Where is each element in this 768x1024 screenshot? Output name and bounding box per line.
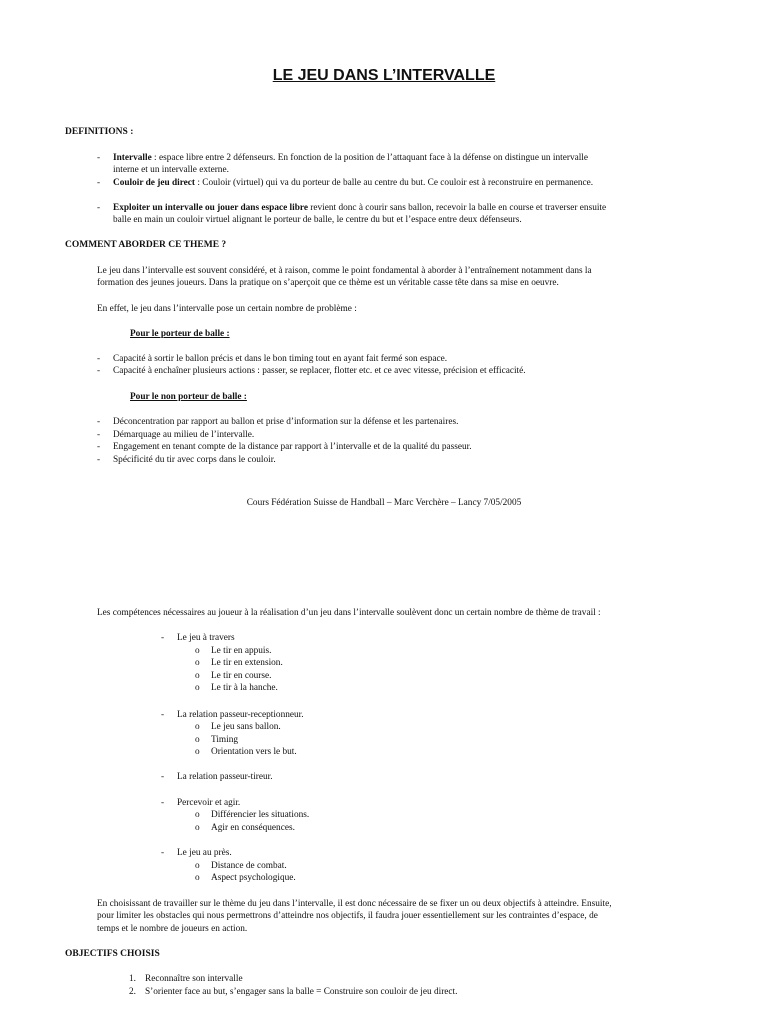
definition-exploiter xyxy=(113,202,606,215)
approach-heading: COMMENT ABORDER CE THEME ? xyxy=(65,240,227,250)
objective-number: 1. xyxy=(129,974,136,984)
objective-item: Reconnaître son intervalle xyxy=(145,974,243,984)
closing-paragraph-line: En choisissant de travailler sur le thème du jeu dans l’intervalle, il est donc nécessaire de se fixer un ou deux objectifs à atteindre. Ensuite, xyxy=(97,899,612,909)
bullet-dash: - xyxy=(161,848,165,858)
title-text: LE JEU DANS L’INTERVALLE xyxy=(272,67,496,84)
competences-intro: Les compétences nécessaires au joueur à la réalisation d’un jeu dans l’intervalle soulèvent donc un certain nombre de thème de travail : xyxy=(97,608,601,618)
definition-text: : Couloir (virtuel) qui va du porteur de balle au centre du but. Ce couloir est à reconstruire en permanence. xyxy=(195,178,594,188)
definition-term: Intervalle xyxy=(113,153,152,163)
bullet-dash: - xyxy=(161,710,165,720)
nonporteur-heading-text: Pour le non porteur de balle : xyxy=(130,392,247,402)
closing-paragraph-line: temps et le nombre de joueurs en action. xyxy=(97,924,248,934)
sub-item: Le tir en appuis. xyxy=(211,646,272,656)
nonporteur-heading xyxy=(130,391,247,404)
porteur-heading-text: Pour le porteur de balle : xyxy=(130,329,230,339)
objectives-heading: OBJECTIFS CHOISIS xyxy=(65,949,160,959)
approach-paragraph-line: Le jeu dans l’intervalle est souvent considéré, et à raison, comme le point fondamental à aborder à l’entraînement notamment dans la xyxy=(97,266,592,276)
bullet-dash: - xyxy=(161,798,165,808)
porteur-heading xyxy=(130,328,230,341)
theme-item: La relation passeur-receptionneur. xyxy=(177,710,304,720)
bullet-dash: - xyxy=(97,455,101,465)
objective-item: S’orienter face au but, s’engager sans la balle = Construire son couloir de jeu direct. xyxy=(145,987,458,997)
definition-text: : espace libre entre 2 défenseurs. En fonction de la position de l’attaquant face à la défense on distingue un intervalle xyxy=(151,153,589,163)
definitions-heading: DEFINITIONS : xyxy=(65,127,134,137)
definition-text-cont: interne et un intervalle externe. xyxy=(113,165,229,175)
theme-item: Le jeu à travers xyxy=(177,633,235,643)
sub-bullet: o xyxy=(195,873,200,883)
nonporteur-item: Spécificité du tir avec corps dans le couloir. xyxy=(113,455,276,465)
document-title xyxy=(0,66,768,86)
closing-paragraph-line: pour limiter les obstacles qui nous permettrons d’atteindre nos objectifs, il faudra jouer essentiellement sur les contraintes d’espace, de xyxy=(97,911,598,921)
sub-item: Orientation vers le but. xyxy=(211,747,297,757)
sub-item: Timing xyxy=(211,735,239,745)
definition-term: Exploiter un intervalle ou jouer dans espace libre xyxy=(113,203,308,213)
porteur-item: Capacité à enchaîner plusieurs actions : passer, se replacer, flotter etc. et ce avec vitesse, précision et efficacité. xyxy=(113,366,526,376)
approach-paragraph: En effet, le jeu dans l’intervalle pose un certain nombre de problème : xyxy=(97,304,357,314)
sub-bullet: o xyxy=(195,735,200,745)
definition-text: revient donc à courir sans ballon, recevoir la balle en course et traverser ensuite xyxy=(307,203,607,213)
sub-item: Agir en conséquences. xyxy=(211,823,295,833)
bullet-dash: - xyxy=(97,417,101,427)
sub-item: Aspect psychologique. xyxy=(211,873,296,883)
bullet-dash: - xyxy=(97,153,101,163)
theme-item: Le jeu au près. xyxy=(177,848,232,858)
nonporteur-item: Engagement en tenant compte de la distance par rapport à l’intervalle et de la qualité du passeur. xyxy=(113,442,472,452)
sub-bullet: o xyxy=(195,810,200,820)
objective-number: 2. xyxy=(129,987,136,997)
sub-bullet: o xyxy=(195,722,200,732)
bullet-dash: - xyxy=(97,203,101,213)
bullet-dash: - xyxy=(161,772,165,782)
bullet-dash: - xyxy=(161,633,165,643)
approach-paragraph-line: formation des jeunes joueurs. Dans la pratique on s’aperçoit que ce thème est un véritable casse tête dans sa mise en oeuvre. xyxy=(97,278,559,288)
sub-bullet: o xyxy=(195,646,200,656)
sub-item: Le jeu sans ballon. xyxy=(211,722,281,732)
sub-item: Le tir en course. xyxy=(211,671,272,681)
bullet-dash: - xyxy=(97,354,101,364)
sub-item: Le tir à la hanche. xyxy=(211,683,278,693)
sub-bullet: o xyxy=(195,671,200,681)
definition-intervalle xyxy=(113,152,588,165)
theme-item: La relation passeur-tireur. xyxy=(177,772,273,782)
definition-couloir xyxy=(113,177,593,190)
bullet-dash: - xyxy=(97,178,101,188)
theme-item: Percevoir et agir. xyxy=(177,798,241,808)
sub-bullet: o xyxy=(195,861,200,871)
bullet-dash: - xyxy=(97,430,101,440)
sub-bullet: o xyxy=(195,747,200,757)
sub-item: Le tir en extension. xyxy=(211,658,283,668)
bullet-dash: - xyxy=(97,366,101,376)
page-footer: Cours Fédération Suisse de Handball – Marc Verchère – Lancy 7/05/2005 xyxy=(246,498,522,508)
sub-bullet: o xyxy=(195,683,200,693)
nonporteur-item: Démarquage au milieu de l’intervalle. xyxy=(113,430,255,440)
definition-text-cont: balle en main un couloir virtuel alignant le porteur de balle, le centre du but et l’espace entre deux défenseurs. xyxy=(113,215,522,225)
sub-bullet: o xyxy=(195,658,200,668)
definition-term: Couloir de jeu direct xyxy=(113,178,196,188)
sub-item: Distance de combat. xyxy=(211,861,287,871)
sub-item: Différencier les situations. xyxy=(211,810,310,820)
sub-bullet: o xyxy=(195,823,200,833)
porteur-item: Capacité à sortir le ballon précis et dans le bon timing tout en ayant fait fermé son espace. xyxy=(113,354,448,364)
bullet-dash: - xyxy=(97,442,101,452)
nonporteur-item: Déconcentration par rapport au ballon et prise d’information sur la défense et les partenaires. xyxy=(113,417,459,427)
